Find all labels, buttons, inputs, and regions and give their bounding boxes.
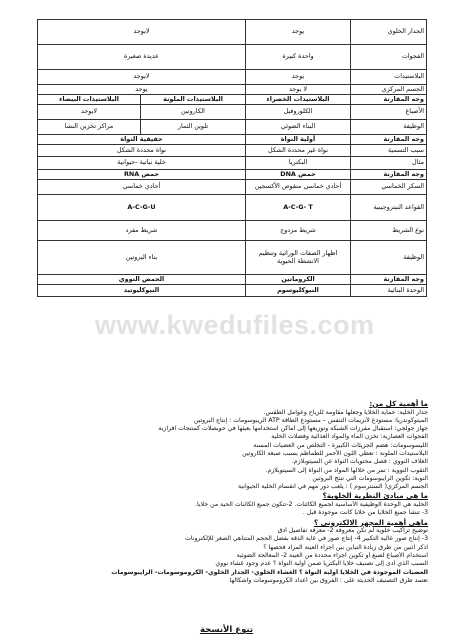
watermark-text: www.kwedufiles.com [95, 310, 375, 340]
comparison-table [37, 19, 427, 297]
table-row-label: مثال [351, 157, 427, 170]
table-cell: أحادي خماسي [38, 180, 246, 195]
table-row [38, 145, 427, 157]
note-line: البلاستيدات الملونة : تعطي اللون الأحمر للطماطم بسبب صبغة الكاروتين [242, 449, 428, 457]
table-cell: يوجد [38, 85, 246, 95]
section-heading: ما أهمية كل من: [369, 399, 428, 408]
table-cell: واحدة كبيرة [246, 45, 351, 70]
table-cell: حمض RNA [38, 170, 246, 180]
table-cell: النيوكليوتيد [38, 285, 246, 297]
note-line: الفجوات العصارية: تخزن الماء والمواد الغذائية وفضلات الخلية [271, 433, 428, 441]
table-cell: البلاستيدات البيضاء [38, 95, 141, 105]
table-row-label: وجه المقارنة [351, 95, 427, 105]
note-line: السبب الذي أدى إلى تصنيف خلايا البكتريا ضمن أولية النواة ؟ عدم وجود غشاء نووي [215, 560, 428, 568]
table-row [38, 157, 427, 170]
table-cell: أحادي خماسي منقوص الأكسجين [246, 180, 351, 195]
table-cell: الحمض النووي [38, 275, 246, 285]
note-line: اذكر اثنين من طرق زيادة التباين بين أجزاء العينة المراد فحصها ؟ [263, 543, 428, 551]
note-line: جهاز جولجي: استقبال مفرزات الشبكة وتوزيعها إلى أماكن استخدامها بعيئها في حويصلات كمنتجات افرازية [158, 425, 428, 433]
table-row [38, 221, 427, 241]
note-line: الخلية هي الوحدة الوظيفية الأساسية لجميع الكائنات. 2-تتكون جميع الكائنات الحية من خلايا. [195, 500, 428, 508]
note-line: استخدام الأصباغ لصبغ أو تكوين أجزاء محددة من العينة 2- المعالجة الضوئية [236, 551, 428, 559]
table-cell: بناء البروتين [38, 241, 246, 275]
table-cell: يوجد [246, 20, 351, 45]
table-cell: نواة غير محددة الشكل [246, 145, 351, 157]
table-cell: البكتريا [246, 157, 351, 170]
table-row-label: وجه المقارنة [351, 170, 427, 180]
note-line: النوية: تكوين الرايبوسومات التي تنتج البروتين [312, 474, 428, 482]
table-row-label: الوحدة البنائية [351, 285, 427, 297]
table-cell: خلية نباتية -حيوانية [38, 157, 246, 170]
table-header-row [38, 95, 427, 105]
table-cell: الكاروتين [141, 105, 246, 120]
table-row [38, 195, 427, 221]
table-header-row [38, 170, 427, 180]
table-row [38, 70, 427, 85]
table-row [38, 241, 427, 275]
table-row [38, 45, 427, 70]
table-row-label: السكر الخماسي [351, 180, 427, 195]
table-row-label: القواعد النيتروجينية [351, 195, 427, 221]
table-cell: النيوكليوسوم [246, 285, 351, 297]
table-cell: أولية النواة [246, 135, 351, 145]
notes-section [30, 399, 428, 585]
table-cell: حقيقية النواة [38, 135, 246, 145]
table-row-label: الجسم المركزي [351, 85, 427, 95]
note-line: العضيات الموجودة في الخلايا أولية النواة ؟ الغشاء الخلوي- الجدار الخلوي- الكروموسومات- الرايبوسومات [111, 568, 428, 576]
table-cell: نواة محددة الشكل [38, 145, 246, 157]
note-line: الميتوكوندريا: مستودع لأنزيمات التنفس – مستودع الطاقة ATP الريبوسومات : إنتاج البروتين [193, 416, 428, 424]
table-row [38, 180, 427, 195]
table-row-label: وجه المقارنة [351, 135, 427, 145]
table-cell: لايوجد [38, 70, 246, 85]
table-cell: الكروماتين [246, 275, 351, 285]
table-cell: لايوجد [38, 105, 141, 120]
table-cell: شريط مزدوج [246, 221, 351, 241]
table-row-label: الأصباغ [351, 105, 427, 120]
footer-heading: تنوع الأنسجة [199, 625, 254, 635]
table-row-label: سبب التسمية [351, 145, 427, 157]
table-cell: حمض DNA [246, 170, 351, 180]
table-row [38, 85, 427, 95]
table-cell: اظهار الصفات الوراثية وتنظيم الانشطة الحيوية [246, 241, 351, 275]
table-cell: البلاستيدات الملونة [141, 95, 246, 105]
table-cell: البلاستيدات الخضراء [246, 95, 351, 105]
note-line: الجسم المركزي( السنترسوم ) : يلعب دور مهم في انقسام الخلية الحيوانية [238, 483, 428, 491]
table-cell: شريط مفرد [38, 221, 246, 241]
table-cell: A-C-G-U [38, 195, 246, 221]
table-cell: لايوجد [38, 20, 246, 45]
table-cell: عديدة صغيرة [38, 45, 246, 70]
table-header-row [38, 135, 427, 145]
section-heading: ما هي مبادئ النظرية الخلوية؟ [322, 491, 428, 501]
section-heading: ماهي أهمية المجهر الالكتروني ؟ [313, 517, 428, 527]
note-line: 3- إنتاج صور عالية التكبير 4- إنتاج صور في غاية الدقة بفضل الحجم المتناهي الصغر للإلكترونات [185, 535, 428, 543]
note-line: الليسوسومات: هضم الجزيئات الكبيرة - التخلص من العضيات المسنة [253, 441, 428, 449]
note-line: توضيح تراكيب خلوية لم تكن معروفة 2- معرفة تفاصيل أدق [277, 527, 428, 535]
table-cell: يوجد [246, 70, 351, 85]
table-cell: الكلوروفيل [246, 105, 351, 120]
table-row [38, 20, 427, 45]
table-cell: البناء الضوئي [246, 120, 351, 135]
note-line: تعتمد طرق التصنيف الحديثة على : الفروق بين أعداد الكروموسومات واشكالها [229, 576, 428, 584]
table-cell: مراكز تخزين النشا [38, 120, 141, 135]
note-line: الثقوب النووية : تمر من خلالها المواد من النواة إلى السيتوبلازم. [265, 466, 428, 474]
table-row-label: الوظيفة [351, 241, 427, 275]
table-row-label: الوظيفة [351, 120, 427, 135]
note-line: جدار الخلية: حماية الخلايا وجعلها مقاومة للرياح وعوامل الطقس. [263, 408, 428, 416]
table-row-label: الفجوات [351, 45, 427, 70]
table-row-label: وجه المقارنة [351, 275, 427, 285]
table-row [38, 105, 427, 120]
table-row [38, 285, 427, 297]
table-row [38, 120, 427, 135]
table-row-label: نوع الشريط [351, 221, 427, 241]
table-header-row [38, 275, 427, 285]
table-row-label: الجدار الخلوي [351, 20, 427, 45]
note-line: 3- تنشأ جميع الخلايا من خلايا كانت موجودة قبل . [302, 509, 428, 517]
table-row-label: البلاستيدات [351, 70, 427, 85]
table-cell: لا يوجد [246, 85, 351, 95]
note-line: الغلاف النووي : فصل محتويات النواة عن السيتوبلازم. [291, 458, 428, 466]
table-cell: A-C-G- T [246, 195, 351, 221]
table-cell: تلوين الثمار [141, 120, 246, 135]
